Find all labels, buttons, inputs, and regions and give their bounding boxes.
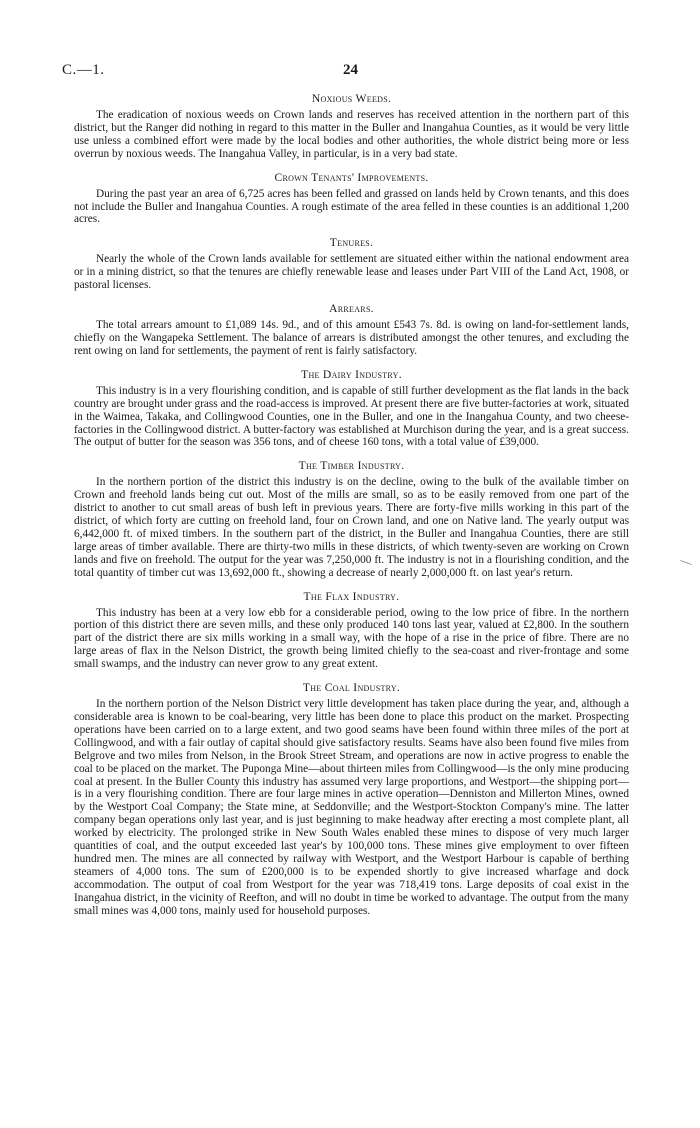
body-content — [74, 92, 629, 918]
section-heading-noxious-weeds: Noxious Weeds. — [311, 92, 392, 105]
section-heading-tenures: Tenures. — [329, 236, 374, 250]
section-text-coal-industry: In the northern portion of the Nelson District very little development has taken place during the year, and, although a considerable area is known to be coal-bearing, very little has been done to place this product on the market. Prospecting operations have been carried on to a large extent, and two good seams have been found within three miles of the port at Collingwood, and with a fair outlay of capital should give satisfactory results. Seams have also been found five miles from Belgrove and two miles from Nelson, in the Brook Street Stream, and operations are now in active progress to enable the coal to be placed on the market. The Puponga Mine—about thirteen miles from Collingwood—is the only mine producing coal at present. In the Buller County this industry has assumed very large proportions, and Westport—the shipping port—is in a very flourishing condition. There are four large mines in active operation—Denniston and Millerton Mines, owned by the Westport Coal Company; the State mine, at Seddonville; and the Westport-Stockton Company's mine. The latter company began operations only last year, and is just beginning to make headway after erecting a most complete plant, all worked by electricity. The prolonged strike in New South Wales enabled these mines to dispose of very much larger quantities of coal, and the output exceeded last year's by 100,000 tons. These mines give employment to over fifteen hundred men. The mines are all connected by railway with Westport, and the Westport Harbour is capable of berthing steamers of 4,000 tons. The sum of £200,000 is to be expended shortly to give increased wharfage and dock accommodation. The output of coal from Westport for the year was 718,419 tons. Large deposits of coal exist in the Inangahua district, in the vicinity of Reefton, and will no doubt in time be worked to advantage. The output from the many small mines was 4,000 tons, mainly used for household purposes. — [74, 698, 629, 917]
section-text-timber-industry: In the northern portion of the district this industry is on the decline, owing to the bulk of the available timber on Crown and freehold lands being cut out. Most of the mills are small, so as to be easily removed from one part of the district to another to cut small areas of bush left in previous years. There are forty-five mills working in this part of the district, of which forty are cutting on freehold land, four on Crown land, and one on Native land. The yearly output was 6,442,000 ft. of mixed timbers. In the southern part of the district, in the Buller and Inangahua Counties, there are still large areas of timber available. There are thirty-two mills in these districts, of which twenty-seven are working on Crown lands and five on freehold. The output for the year was 7,250,000 ft. The industry is not in a flourishing condition, and the total quantity of timber cut was 13,692,000 ft., showing a decrease of nearly 2,000,000 ft. on last year's return. — [74, 476, 629, 579]
document-reference: C.—1. — [62, 62, 105, 78]
section-text-crown-tenants-improvements: During the past year an area of 6,725 acres has been felled and grassed on lands held by Crown tenants, and this does not include the Buller and Inangahua Counties. A rough estimate of the area felled in these counties is an additional 1,200 acres. — [74, 187, 629, 226]
section-text-dairy-industry: This industry is in a very flourishing condition, and is capable of still further development as the flat lands in the back country are brought under grass and the road-access is improved. At present there are five butter-factories at work, situated in the Waimea, Takaka, and Collingwood Counties, one in the Buller, and one in the Inangahua County, and two cheese-factories in the Collingwood district. A butter-factory was established at Murchison during the year, and is a great success. The output of butter for the season was 356 tons, and of cheese 160 tons, with a total value of £39,000. — [74, 384, 629, 449]
section-text-arrears: The total arrears amount to £1,089 14s. 9d., and of this amount £543 7s. 8d. is owing on land-for-settlement lands, chiefly on the Wangapeka Settlement. The balance of arrears is distributed amongst the other tenures, and excluding the rent owing on land for settlements, the payment of rent is fairly satisfactory. — [74, 319, 629, 357]
section-text-flax-industry: This industry has been at a very low ebb for a considerable period, owing to the low price of fibre. In the northern portion of this district there are seven mills, and these only produced 140 tons last year, valued at £2,800. In the southern part of the district there are six mills working in a small way, with the hope of a rise in the price of fibre. There are no large areas of flax in the Nelson District, the growth being limited chiefly to the sea-coast and river-frontage and some small swamps, and the industry can never grow to any great extent. — [74, 606, 629, 671]
section-heading-crown-tenants-improvements: Crown Tenants' Improvements. — [274, 170, 429, 184]
section-heading-timber-industry: The Timber Industry. — [298, 459, 405, 473]
page-number: 24 — [343, 62, 358, 78]
section-text-tenures: Nearly the whole of the Crown lands available for settlement are situated either within the national endowment area or in a mining district, so that the tenures are chiefly renewable lease and leases under Part VIII of the Land Act, 1908, or pastoral licenses. — [74, 253, 629, 292]
margin-pencil-mark — [680, 560, 692, 565]
section-heading-flax-industry: The Flax Industry. — [303, 589, 400, 603]
section-heading-coal-industry: The Coal Industry. — [302, 681, 401, 695]
section-heading-dairy-industry: The Dairy Industry. — [301, 367, 402, 381]
section-text-noxious-weeds: The eradication of noxious weeds on Crown lands and reserves has received attention in the northern part of this district, but the Ranger did nothing in regard to this matter in the Buller and Inangahua Counties, as it would be very little use unless a combined effort were made by the local bodies and other authorities, the whole district being more or less overrun by noxious weeds. The Inangahua Valley, in particular, is in a very bad state. — [74, 109, 629, 160]
section-heading-arrears: Arrears. — [329, 302, 374, 316]
